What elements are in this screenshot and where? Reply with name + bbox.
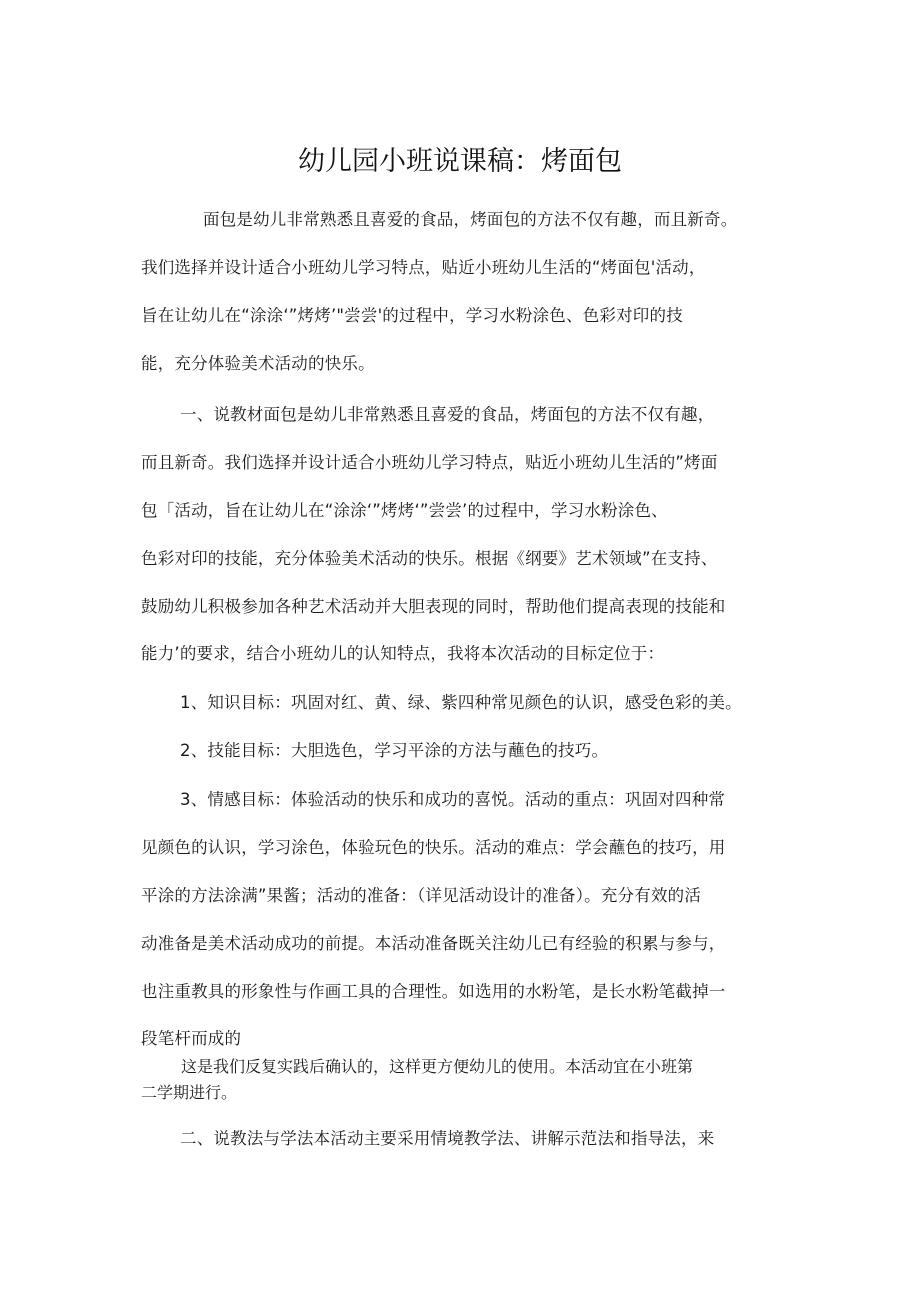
paragraph-line: 面包是幼儿非常熟悉且喜爱的食品，烤面包的方法不仅有趣，而且新奇。	[203, 210, 738, 229]
paragraph-line: 旨在让幼儿在“涂涂‘”烤烤’"尝尝'的过程中，学习水粉涂色、色彩对印的技	[141, 306, 683, 325]
paragraph-line: 包「活动，旨在让幼儿在“涂涂‘”烤烤‘”尝尝’的过程中，学习水粉涂色、	[141, 501, 668, 520]
paragraph-line: 二学期进行。	[141, 1083, 238, 1102]
paragraph-line: 一、说教材面包是幼儿非常熟悉且喜爱的食品，烤面包的方法不仅有趣，	[180, 405, 715, 424]
paragraph-line: 也注重教具的形象性与作画工具的合理性。如选用的水粉笔，是长水粉笔截掉一	[141, 982, 726, 1001]
paragraph-line: 段笔杆而成的	[141, 1029, 242, 1048]
list-item: 1、知识目标：巩固对红、黄、绿、紫四种常见颜色的认识，感受色彩的美。	[180, 693, 742, 712]
paragraph-line: 这是我们反复实践后确认的，这样更方便幼儿的使用。本活动宜在小班第	[181, 1057, 694, 1076]
list-item: 2、技能目标：大胆选色，学习平涂的方法与蘸色的技巧。	[180, 741, 609, 760]
paragraph-line: 动准备是美术活动成功的前提。本活动准备既关注幼儿已有经验的积累与参与，	[141, 934, 726, 953]
paragraph-line: 平涂的方法涂满”果酱；活动的准备：（详见活动设计的准备）。充分有效的活	[141, 886, 702, 905]
paragraph-line: 色彩对印的技能，充分体验美术活动的快乐。根据《纲要》艺术领域”在支持、	[141, 549, 718, 568]
paragraph-line: 鼓励幼儿积极参加各种艺术活动并大胆表现的同时，帮助他们提高表现的技能和	[141, 597, 726, 616]
page-title: 幼儿园小班说课稿：烤面包	[298, 146, 622, 177]
paragraph-line: 见颜色的认识，学习涂色，体验玩色的快乐。活动的难点：学会蘸色的技巧，用	[141, 838, 726, 857]
paragraph-line: 能力’的要求，结合小班幼儿的认知特点，我将本次活动的目标定位于：	[141, 644, 665, 663]
paragraph-line: 二、说教法与学法本活动主要采用情境教学法、讲解示范法和指导法，来	[180, 1129, 715, 1148]
paragraph-line: 我们选择并设计适合小班幼儿学习特点，贴近小班幼儿生活的“烤面包'活动，	[141, 258, 706, 277]
paragraph-line: 而且新奇。我们选择并设计适合小班幼儿学习特点，贴近小班幼儿生活的”烤面	[141, 453, 718, 472]
paragraph-line: 能，充分体验美术活动的快乐。	[141, 354, 375, 373]
list-item: 3、情感目标：体验活动的快乐和成功的喜悦。活动的重点：巩固对四种常	[180, 790, 726, 809]
